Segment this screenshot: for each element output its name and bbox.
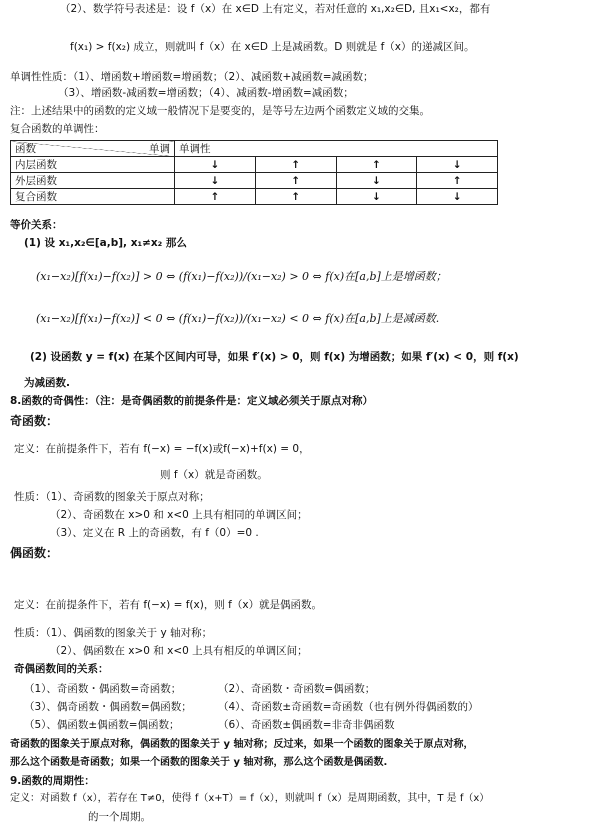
table-cell: ↑: [175, 189, 256, 205]
text-line: （2）、偶函数在 x>0 和 x<0 上具有相反的单调区间；: [50, 645, 308, 657]
text-line: （5）、偶函数±偶函数=偶函数；: [24, 719, 180, 731]
table-cell: ↑: [255, 157, 336, 173]
header-label-mono: 单调: [149, 143, 170, 155]
text-line: （3）、偶奇函数・偶函数=偶函数；: [24, 701, 192, 713]
sub-heading: 奇函数：: [10, 414, 59, 428]
table-cell: ↑: [336, 157, 417, 173]
table-cell: ↓: [175, 173, 256, 189]
section-heading: 等价关系：: [10, 219, 63, 231]
table-header-cell: 单调性: [175, 141, 498, 157]
table-row: [11, 189, 498, 205]
section-heading: 9.函数的周期性：: [10, 775, 95, 787]
text-line: 定义：在前提条件下，若有 f(−x) = f(x)，则 f（x）就是偶函数。: [14, 599, 323, 611]
table-row: [11, 157, 498, 173]
table-cell: ↓: [417, 189, 498, 205]
table-cell: ↑: [255, 189, 336, 205]
text-line: 的一个周期。: [88, 811, 151, 823]
table-cell: ↓: [336, 189, 417, 205]
formula: (x₁−x₂)[f(x₁)−f(x₂)] > 0 ⇔ (f(x₁)−f(x₂))/(x₁−x₂) > 0 ⇔ f(x)在[a,b]上是增函数；: [36, 270, 447, 283]
monotonicity-table: [10, 140, 498, 205]
table-cell: ↑: [255, 173, 336, 189]
text-line: （6）、奇函数±偶函数=非奇非偶函数: [218, 719, 395, 731]
text-line: （2）、奇函数在 x>0 和 x<0 上具有相同的单调区间；: [50, 509, 308, 521]
text-line: （1）、奇函数・偶函数=奇函数；: [24, 683, 182, 695]
text-line: （3）、定义在 R 上的奇函数，有 f（0）=0 .: [50, 527, 259, 539]
row-label: 内层函数: [11, 157, 175, 173]
sub-heading: 偶函数：: [10, 546, 59, 560]
text-line: （2）、奇函数・奇函数=偶函数；: [218, 683, 376, 695]
text-line: 单调性性质：（1）、增函数+增函数=增函数；（2）、减函数+减函数=减函数；: [10, 71, 374, 83]
text-line: f(x₁) > f(x₂) 成立，则就叫 f（x）在 x∈D 上是减函数。D 则就是 f（x）的递减区间。: [70, 41, 475, 53]
text-line: 复合函数的单调性：: [10, 123, 105, 135]
text-line: (1) 设 x₁,x₂∈[a,b], x₁≠x₂ 那么: [24, 237, 187, 249]
table-cell: ↓: [417, 157, 498, 173]
text-line: 奇函数的图象关于原点对称，偶函数的图象关于 y 轴对称；反过来，如果一个函数的图象关于原点对称，: [10, 739, 474, 750]
text-line: （3）、增函数-减函数=增函数；（4）、减函数-增函数=减函数；: [58, 87, 354, 99]
text-line: 性质：（1）、奇函数的图象关于原点对称；: [14, 491, 210, 503]
table-row: [11, 173, 498, 189]
text-line: (2) 设函数 y = f(x) 在某个区间内可导，如果 f′(x) > 0，则 f(x) 为增函数；如果 f′(x) < 0，则 f(x): [30, 351, 519, 363]
sub-heading: 奇偶函数间的关系：: [14, 663, 109, 675]
table-cell: ↓: [175, 157, 256, 173]
text-line: 则 f（x）就是奇函数。: [160, 469, 268, 481]
text-line: 性质：（1）、偶函数的图象关于 y 轴对称；: [14, 627, 213, 639]
text-line: 注：上述结果中的函数的定义域一般情况下是要变的，是等号左边两个函数定义域的交集。: [10, 105, 430, 117]
section-heading: 8.函数的奇偶性：（注：是奇偶函数的前提条件是：定义域必须关于原点对称）: [10, 395, 374, 407]
table-cell: ↑: [417, 173, 498, 189]
text-line: 那么这个函数是奇函数；如果一个函数的图象关于 y 轴对称，那么这个函数是偶函数.: [10, 757, 388, 768]
text-line: 定义：对函数 f（x），若存在 T≠0，使得 f（x+T）= f（x），则就叫 f（x）是周期函数，其中，T 是 f（x）: [10, 793, 490, 804]
row-label: 外层函数: [11, 173, 175, 189]
text-line: （2）、数学符号表述是：设 f（x）在 x∈D 上有定义，若对任意的 x₁,x₂∈D, 且x₁<x₂，都有: [60, 3, 491, 15]
table-cell: ↓: [336, 173, 417, 189]
text-line: 定义：在前提条件下，若有 f(−x) = −f(x)或f(−x)+f(x) = 0，: [14, 443, 310, 455]
text-line: （4）、奇函数±奇函数=奇函数（也有例外得偶函数的）: [218, 701, 479, 713]
formula: (x₁−x₂)[f(x₁)−f(x₂)] < 0 ⇔ (f(x₁)−f(x₂))/(x₁−x₂) < 0 ⇔ f(x)在[a,b]上是减函数.: [36, 312, 440, 325]
text-line: 为减函数.: [24, 377, 70, 389]
row-label: 复合函数: [11, 189, 175, 205]
header-label-function: 函数: [15, 143, 36, 155]
table-header-cell: [11, 141, 175, 157]
